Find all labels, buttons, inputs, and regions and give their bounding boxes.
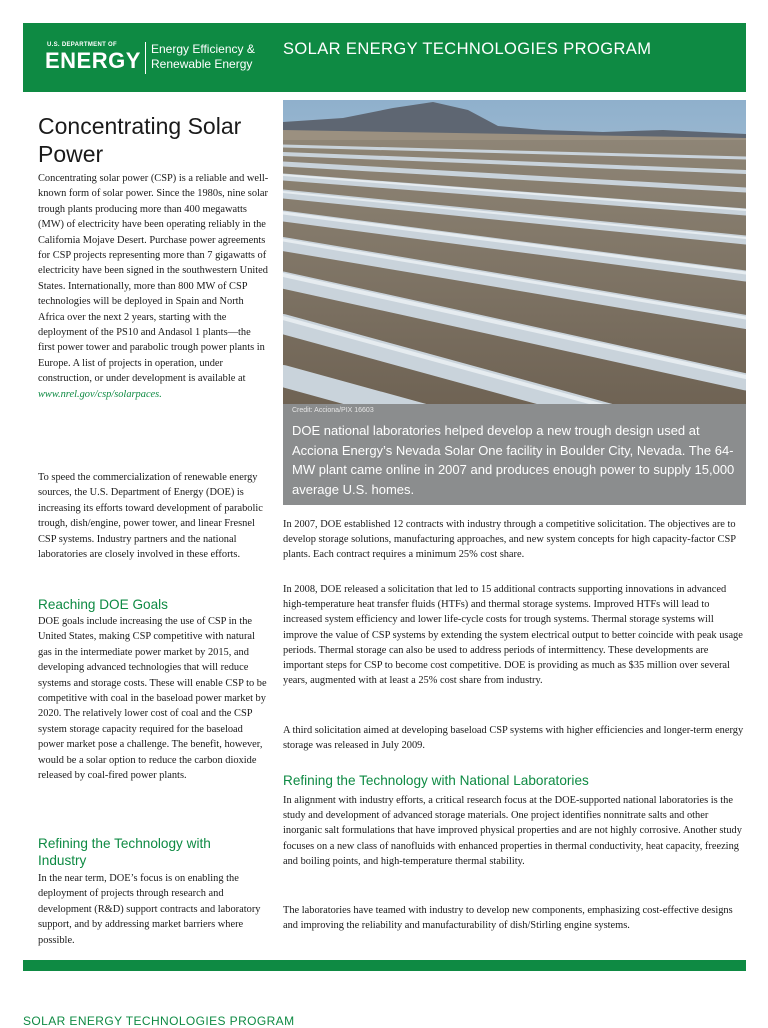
bottom-green-bar <box>23 960 746 971</box>
intro-paragraph <box>38 171 270 402</box>
right-paragraph-4 <box>283 793 746 869</box>
heading-refining-with-industry: Refining the Technology with Industry <box>38 836 211 868</box>
third-solicitation-paragraph: A third solicitation aimed at developing baseload CSP systems with higher efficiencies and longer-term energy storage was released in July 2009. <box>283 725 744 752</box>
page-title: Concentrating Solar Power <box>38 113 242 167</box>
solicitation-2008-paragraph: In 2008, DOE released a solicitation that led to 15 additional contracts supporting innovations in advanced high-temperature heat transfer fluids (HTFs) and thermal storage systems. Improved HTFs will lead to increased system efficiency and lower life-cycle costs for trough systems. Thermal storage systems will improve the value of CSP systems by extending the system electrical output to better coincide with peak usage periods. Thermal storage can also be used to address periods of intermittency. These developments are important steps for CSP to become cost competitive. DOE is providing as much as $35 million over several years, augmented with at least a 25% cost share from industry. <box>283 584 743 687</box>
right-paragraph-5 <box>283 903 746 933</box>
left-paragraph-2 <box>38 470 270 562</box>
near-term-paragraph: In the near term, DOE’s focus is on enabling the deployment of projects through research and development (R&D) support contracts and laboratory support, and by addressing market barriers where possible. <box>38 873 261 946</box>
left-paragraph-3 <box>38 614 270 783</box>
heading-reaching-doe-goals: Reaching DOE Goals <box>38 597 168 612</box>
components-paragraph: The laboratories have teamed with industry to develop new components, emphasizing cost-effective designs and improving the reliability and manufacturability of dish/Stirling engine systems. <box>283 905 733 932</box>
solar-trough-photo <box>283 100 746 404</box>
right-paragraph-1 <box>283 517 746 563</box>
eere-office-name <box>151 42 255 72</box>
logo-divider <box>145 42 146 74</box>
solar-field-illustration <box>283 100 746 404</box>
left-section-industry <box>38 835 248 869</box>
photo-caption: DOE national laboratories helped develop a new trough design used at Acciona Energy’s Nevada Solar One facility in Boulder City, Nevada. The 64-MW plant came online in 2007 and produces enough power to supply 15,000 average U.S. homes. <box>292 423 735 497</box>
contracts-2007-paragraph: In 2007, DOE established 12 contracts with industry through a competitive solicitation. The objectives are to develop storage solutions, manufacturing approaches, and new system concepts for high capacity-factor CSP plants. Each contract requires a minimum 25% cost share. <box>283 519 736 561</box>
doe-department-label: U.S. DEPARTMENT OF <box>47 42 117 48</box>
heading-refining-with-labs: Refining the Technology with National Laboratories <box>283 773 589 788</box>
intro-text: Concentrating solar power (CSP) is a reliable and well-known form of solar power. Since the 1980s, nine solar trough plants producing more than 400 megawatts (MW) of electricity have been operating reliably in the California Mojave Desert. Purchase power agreements for CSP projects representing more than 7 gigawatts of electricity have been signed in the southwestern United States. Internationally, more than 800 MW of CSP technologies will be deployed in Spain and North Africa over the next 2 years, starting with the deployment of the PS10 and Andasol 1 plants—the first power tower and parabolic trough power plants in Europe. A list of projects in operation, under construction, or under development is available at <box>38 173 269 385</box>
commercialization-paragraph: To speed the commercialization of renewable energy sources, the U.S. Department of Energy (DOE) is increasing its efforts toward development of parabolic trough, dish/engine, power tower, and linear Fresnel CSP systems. Industry partners and the national laboratories are closely involved in these efforts. <box>38 472 263 561</box>
footer-program-title: SOLAR ENERGY TECHNOLOGIES PROGRAM <box>23 1014 295 1028</box>
office-line-1: Energy Efficiency & <box>151 42 255 56</box>
left-paragraph-4 <box>38 871 270 948</box>
right-section-labs <box>283 772 746 789</box>
goals-paragraph: DOE goals include increasing the use of CSP in the United States, making CSP competitive with natural gas in the intermediate power market by 2015, and developing advanced technologies that will reduce systems and storage costs. These will enable CSP to be competitive with coal in the baseload power market by 2020. The relatively lower cost of coal and the CSP system storage capacity required for the baseload power market pose a challenge. The benefit, however, would be a solar option to reduce the carbon dioxide released by coal-fired power plants. <box>38 616 267 782</box>
left-column-intro <box>38 171 270 402</box>
storage-materials-paragraph: In alignment with industry efforts, a critical research focus at the DOE-supported national laboratories is the study and development of advanced storage materials. One project identifies nonnitrate salts and other inorganic salt formulations that have improved physical properties and are not highly corrosive. Another study focuses on a new class of nanofluids with enhanced properties in thermal conductivity, heat capacity, freezing and boiling points, and high-temperature thermal stability. <box>283 795 742 867</box>
right-paragraph-2 <box>283 582 746 688</box>
left-section-goals <box>38 596 270 613</box>
right-paragraph-3 <box>283 723 746 753</box>
photo-credit: Credit: Acciona/PIX 16603 <box>292 407 374 414</box>
header-banner <box>23 23 746 92</box>
office-line-2: Renewable Energy <box>151 57 253 71</box>
doe-energy-logo: ENERGY <box>45 48 141 73</box>
solarpaces-link[interactable]: www.nrel.gov/csp/solarpaces. <box>38 388 162 400</box>
program-title: SOLAR ENERGY TECHNOLOGIES PROGRAM <box>283 40 652 58</box>
